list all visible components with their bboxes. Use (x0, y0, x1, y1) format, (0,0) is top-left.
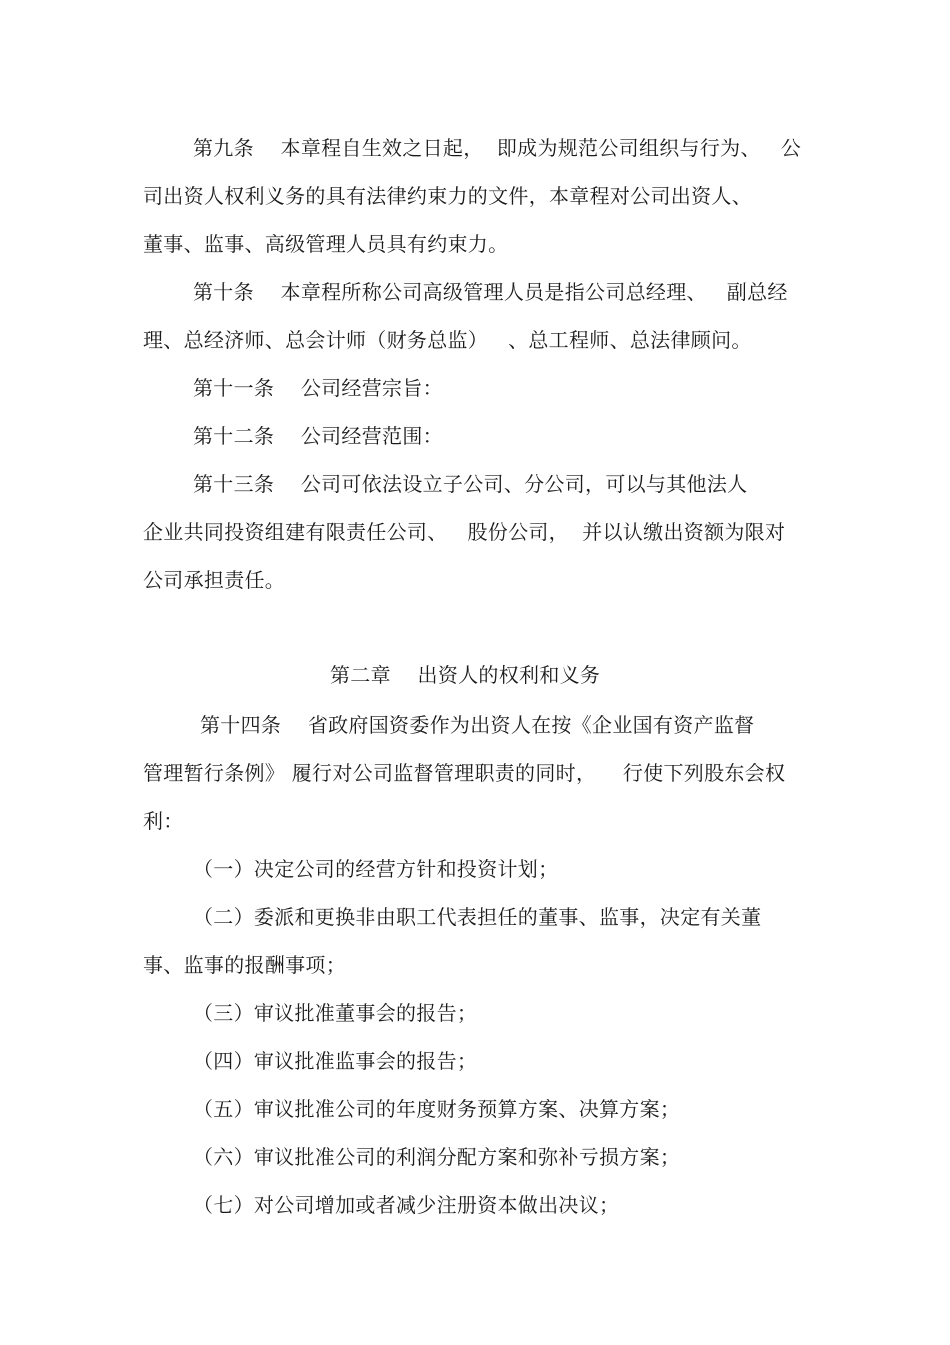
article-14-line-1: 第十四条 省政府国资委作为出资人在按《企业国有资产监督 (200, 713, 755, 737)
item-3: （三）审议批准董事会的报告； (193, 1001, 478, 1025)
article-14-line-2: 管理暂行条例》 履行对公司监督管理职责的同时， 行使下列股东会权 (143, 761, 786, 785)
article-9-line-1: 第九条 本章程自生效之日起， 即成为规范公司组织与行为、 公 (193, 136, 802, 160)
article-12-line: 第十二条 公司经营范围： (193, 424, 443, 448)
item-6: （六）审议批准公司的利润分配方案和弥补亏损方案； (193, 1145, 681, 1169)
article-13-line-2: 企业共同投资组建有限责任公司、 股份公司， 并以认缴出资额为限对 (143, 520, 786, 544)
item-4: （四）审议批准监事会的报告； (193, 1049, 478, 1073)
article-10-line-2: 理、总经济师、总会计师（财务总监） 、总工程师、总法律顾问。 (143, 328, 752, 352)
article-14-line-3: 利： (143, 809, 184, 833)
item-7: （七）对公司增加或者减少注册资本做出决议； (193, 1193, 620, 1217)
article-13-line-1: 第十三条 公司可依法设立子公司、分公司，可以与其他法人 (193, 472, 748, 496)
article-9-line-2: 司出资人权利义务的具有法律约束力的文件，本章程对公司出资人、 (143, 184, 752, 208)
article-9-line-3: 董事、监事、高级管理人员具有约束力。 (143, 232, 509, 256)
item-5: （五）审议批准公司的年度财务预算方案、决算方案； (193, 1097, 681, 1121)
item-2-line-2: 事、监事的报酬事项； (143, 953, 346, 977)
article-13-line-3: 公司承担责任。 (143, 568, 286, 592)
article-10-line-1: 第十条 本章程所称公司高级管理人员是指公司总经理、 副总经 (193, 280, 788, 304)
article-11-line: 第十一条 公司经营宗旨： (193, 376, 443, 400)
item-2-line-1: （二）委派和更换非由职工代表担任的董事、监事，决定有关董 (193, 905, 762, 929)
item-1: （一）决定公司的经营方针和投资计划； (193, 857, 559, 881)
chapter-2-heading: 第二章 出资人的权利和义务 (330, 663, 601, 687)
